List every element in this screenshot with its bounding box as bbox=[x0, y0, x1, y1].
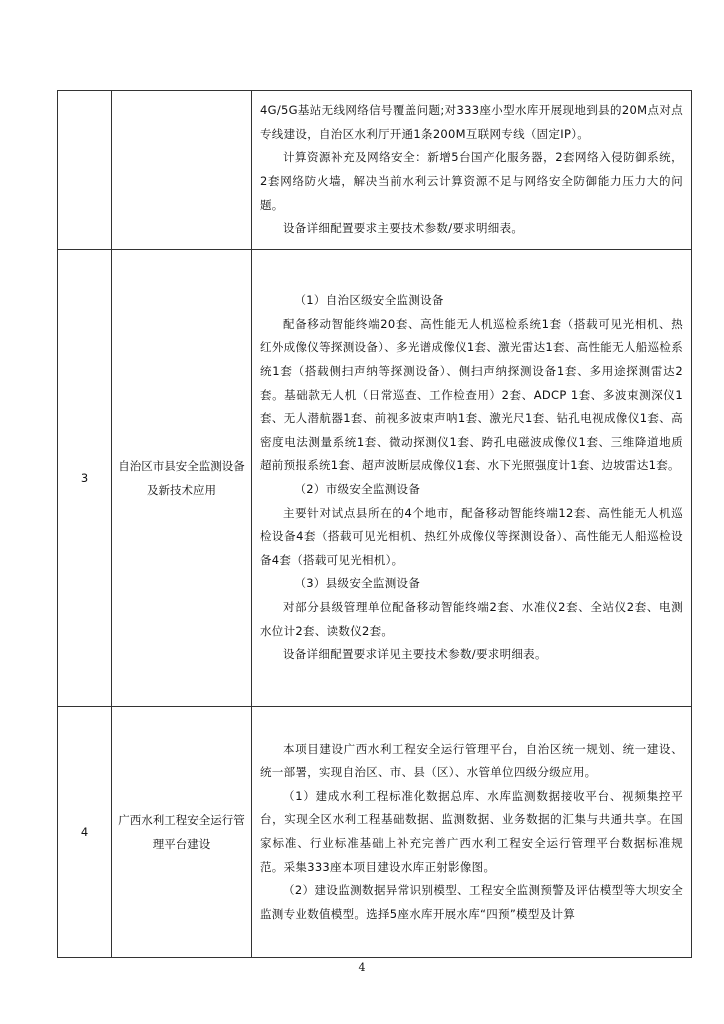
paragraph: 配备移动智能终端20套、高性能无人机巡检系统1套（搭载可见光相机、热红外成像仪等探测设备）、多光谱成像仪1套、激光雷达1套、高性能无人船巡检系统1套（搭载侧扫声纳等探测设备）、侧扫声纳探测设备1套、多用途探测雷达2套。基础款无人机（日常巡查、工作检查用）2套、ADCP 1套、多波束测深仪1套、无人潜航器1套、前视多波束声呐1套、激光尺1套、钻孔电视成像仪1套、高密度电法测量系统1套、微动探测仪1套、跨孔电磁波成像仪1套、三维降道地质超前预报系统1套、超声波断层成像仪1套、水下光照强度计1套、边坡雷达1套。 bbox=[260, 316, 683, 473]
item-name: 自治区市县安全监测设备及新技术应用 bbox=[112, 250, 252, 707]
sub-heading: （2）市级安全监测设备 bbox=[294, 482, 421, 496]
paragraph: 主要针对试点县所在的4个地市，配备移动智能终端12套、高性能无人机巡检设备4套（搭载可见光相机、热红外成像仪等探测设备）、高性能无人船巡检设备4套（搭载可见光相机）。 bbox=[260, 505, 683, 567]
row-number bbox=[58, 91, 112, 250]
row-number: 4 bbox=[58, 707, 112, 958]
page-number: 4 bbox=[358, 961, 366, 974]
table-row bbox=[58, 707, 692, 958]
paragraph: 对部分县级管理单位配备移动智能终端2套、水准仪2套、全站仪2套、电测水位计2套、读数仪2套。 bbox=[260, 599, 683, 638]
paragraph: 计算资源补充及网络安全：新增5台国产化服务器，2套网络入侵防御系统，2套网络防火墙，解决当前水利云计算资源不足与网络安全防御能力压力大的问题。 bbox=[260, 150, 683, 212]
project-table bbox=[57, 90, 692, 958]
item-content bbox=[252, 250, 692, 707]
item-name: 广西水利工程安全运行管理平台建设 bbox=[112, 707, 252, 958]
paragraph: 4G/5G基站无线网络信号覆盖问题;对333座小型水库开展现地到县的20M点对点专线建设，自治区水利厅开通1条200M互联网专线（固定IP）。 bbox=[260, 103, 683, 141]
table-row bbox=[58, 91, 692, 250]
sub-heading: （3）县级安全监测设备 bbox=[294, 576, 421, 591]
sub-heading: （1）自治区级安全监测设备 bbox=[294, 293, 444, 308]
paragraph: 本项目建设广西水利工程安全运行管理平台，自治区统一规划、统一建设、统一部署，实现自治区、市、县（区）、水管单位四级分级应用。 bbox=[260, 741, 683, 780]
paragraph: （2）建设监测数据异常识别模型、工程安全监测预警及评估模型等大坝安全监测专业数值模型。选择5座水库开展水库“四预”模型及计算 bbox=[260, 883, 683, 921]
paragraph: 设备详细配置要求详见主要技术参数/要求明细表。 bbox=[283, 647, 547, 662]
item-name bbox=[112, 91, 252, 250]
table-row bbox=[58, 250, 692, 707]
row-number: 3 bbox=[58, 250, 112, 707]
item-content bbox=[252, 91, 692, 250]
item-content bbox=[252, 707, 692, 958]
paragraph: 设备详细配置要求主要技术参数/要求明细表。 bbox=[283, 221, 524, 236]
paragraph: （1）建成水利工程标准化数据总库、水库监测数据接收平台、视频集控平台，实现全区水利工程基础数据、监测数据、业务数据的汇集与共通共享。在国家标准、行业标准基础上补充完善广西水利工程安全运行管理平台数据标准规范。采集333座本项目建设水库正射影像图。 bbox=[260, 788, 683, 874]
